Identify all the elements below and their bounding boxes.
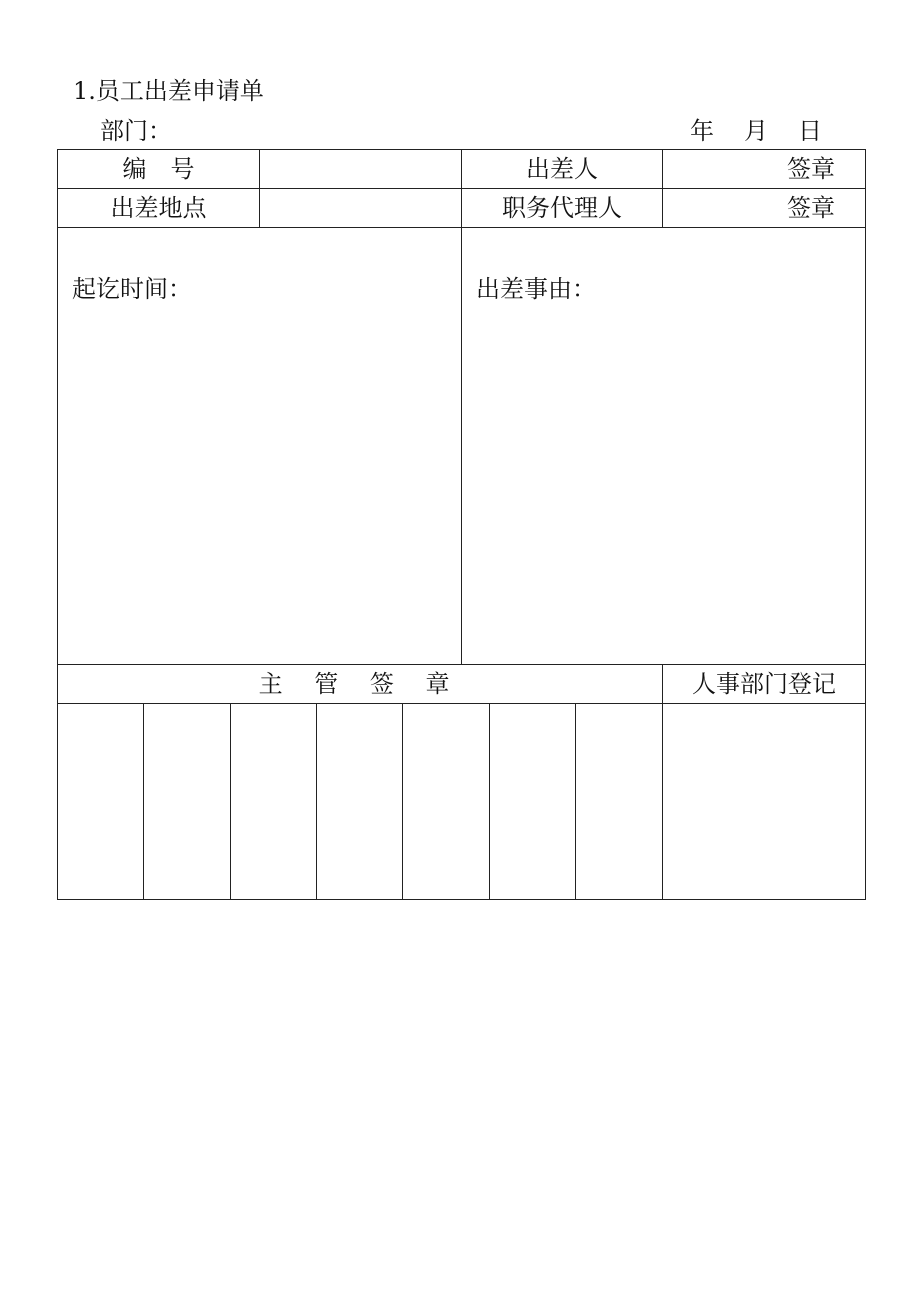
- deputy-signature-field[interactable]: 签章: [663, 189, 866, 228]
- supervisor-signature-box-2[interactable]: [144, 704, 231, 900]
- supervisor-signature-box-4[interactable]: [317, 704, 403, 900]
- table-row: [58, 228, 866, 665]
- supervisor-signature-box-1[interactable]: [58, 704, 144, 900]
- supervisor-signature-box-7[interactable]: [576, 704, 663, 900]
- table-row: [58, 189, 866, 228]
- date-year-label: 年: [690, 117, 714, 145]
- travel-reason-field[interactable]: [462, 228, 866, 665]
- location-field[interactable]: [260, 189, 462, 228]
- hr-registration-header: 人事部门登记: [663, 665, 866, 704]
- supervisor-signature-box-5[interactable]: [403, 704, 490, 900]
- table-row: [58, 704, 866, 900]
- travel-period-field[interactable]: [58, 228, 462, 665]
- traveler-label: 出差人: [462, 150, 663, 189]
- number-label: 编 号: [58, 150, 260, 189]
- supervisor-signature-box-3[interactable]: [231, 704, 317, 900]
- travel-reason-label: 出差事由：: [476, 275, 597, 303]
- date-line: [690, 116, 822, 146]
- supervisor-signature-box-6[interactable]: [490, 704, 576, 900]
- traveler-signature-field[interactable]: 签章: [663, 150, 866, 189]
- form-title: 1.员工出差申请单: [73, 77, 264, 105]
- travel-period-label: 起讫时间：: [72, 275, 192, 303]
- location-label: 出差地点: [58, 189, 260, 228]
- number-field[interactable]: [260, 150, 462, 189]
- date-month-label: 月: [744, 117, 768, 145]
- table-row: [58, 665, 866, 704]
- date-day-label: 日: [798, 117, 822, 145]
- supervisor-signature-header: 主 管 签 章: [58, 665, 663, 704]
- deputy-label: 职务代理人: [462, 189, 663, 228]
- department-label: 部门：: [100, 117, 172, 145]
- table-row: [58, 150, 866, 189]
- travel-request-table: [57, 149, 866, 900]
- hr-registration-box[interactable]: [663, 704, 866, 900]
